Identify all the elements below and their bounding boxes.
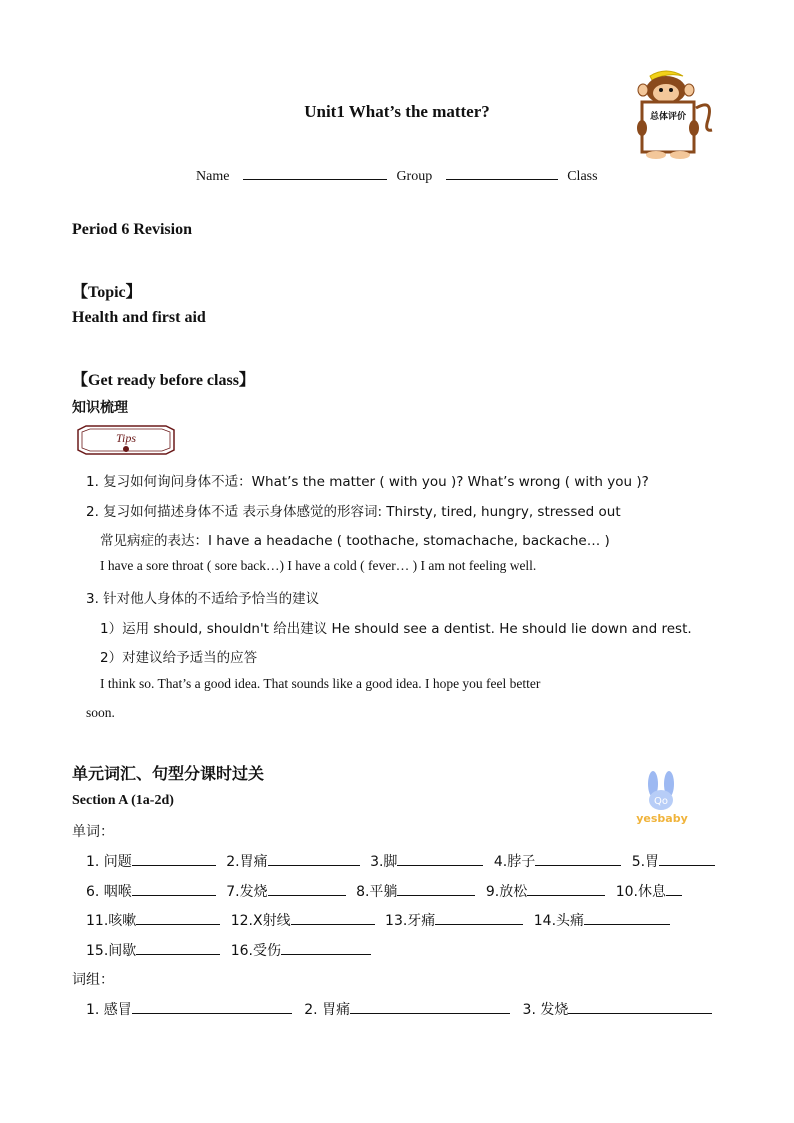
vocab-blank[interactable]: [136, 910, 220, 925]
class-label: Class: [567, 169, 598, 184]
yesbaby-logo: [630, 770, 694, 826]
vocab-item-label: 2.胃痛: [226, 854, 268, 870]
vocab-item-label: 10.休息: [615, 884, 666, 900]
phrase-blank[interactable]: [568, 999, 712, 1014]
vocab-item-label: 9.放松: [485, 884, 528, 900]
tips-banner: [76, 424, 176, 456]
group-field[interactable]: [446, 165, 558, 180]
topic-text: Health and first aid: [72, 309, 206, 326]
vocab-item-label: 6. 咽喉: [86, 884, 132, 900]
vocab-item-label: 12.X射线: [230, 913, 291, 929]
phrases-row: [86, 999, 712, 1019]
vocab-item-label: 5.胃: [631, 854, 660, 870]
badge-label: 总体评价: [649, 112, 687, 122]
vocab-item-label: 4.脖子: [493, 854, 536, 870]
item-3-1: 1）运用 should, shouldn't 给出建议 He should see a dentist. He should lie down and rest.: [100, 621, 692, 637]
monkey-evaluation-badge: [628, 68, 718, 160]
vocab-blank[interactable]: [666, 881, 682, 896]
vocab-item-label: 1. 问题: [86, 854, 132, 870]
page-title: Unit1 What’s the matter?: [304, 102, 490, 121]
phrase-blank[interactable]: [350, 999, 510, 1014]
name-label: Name: [196, 169, 230, 184]
topic-heading: 【Topic】: [72, 284, 142, 301]
logo-text: yesbaby: [636, 812, 688, 825]
vocab-blank[interactable]: [268, 881, 346, 896]
ready-heading: 【Get ready before class】: [72, 372, 255, 389]
vocab-blank[interactable]: [535, 851, 621, 866]
item-3-2: 2）对建议给予适当的应答: [100, 650, 258, 666]
vocab-row-2: [86, 881, 682, 901]
knowledge-heading: 知识梳理: [72, 400, 128, 416]
item-2: 2. 复习如何描述身体不适 表示身体感觉的形容词: Thirsty, tired, hungry, stressed out: [86, 504, 621, 520]
unit-heading: 单元词汇、句型分课时过关: [72, 764, 265, 783]
vocab-blank[interactable]: [132, 851, 216, 866]
item-3-responses: I think so. That’s a good idea. That sounds like a good idea. I hope you feel better: [100, 676, 541, 691]
vocab-item-label: 3.脚: [370, 854, 398, 870]
tips-label: Tips: [115, 431, 137, 445]
name-field[interactable]: [243, 165, 387, 180]
vocab-row-3: [86, 910, 670, 930]
vocab-item-label: 13.牙痛: [385, 913, 436, 929]
phrase-item-label: 2. 胃痛: [304, 1002, 351, 1018]
vocab-blank[interactable]: [435, 910, 523, 925]
period-heading: Period 6 Revision: [72, 221, 192, 238]
vocab-blank[interactable]: [281, 940, 371, 955]
phrase-item-label: 3. 发烧: [522, 1002, 569, 1018]
item-1: 1. 复习如何询问身体不适：What’s the matter ( with you )? What’s wrong ( with you )?: [86, 474, 649, 490]
group-label: Group: [396, 169, 433, 184]
vocab-blank[interactable]: [584, 910, 670, 925]
meta-line: [196, 165, 598, 185]
vocab-item-label: 15.间歇: [86, 943, 137, 959]
vocab-blank[interactable]: [291, 910, 375, 925]
vocab-item-label: 7.发烧: [226, 884, 268, 900]
vocab-blank[interactable]: [268, 851, 360, 866]
phrase-item-label: 1. 感冒: [86, 1002, 132, 1018]
section-heading: Section A (1a-2d): [72, 793, 174, 808]
phrases-label: 词组：: [72, 972, 114, 988]
item-3-responses-cont: soon.: [86, 705, 115, 720]
vocab-blank[interactable]: [136, 940, 220, 955]
item-2-diseases: 常见病症的表达：I have a headache ( toothache, stomachache, backache… ): [100, 533, 610, 549]
vocab-blank[interactable]: [132, 881, 216, 896]
vocab-blank[interactable]: [527, 881, 605, 896]
vocab-blank[interactable]: [397, 881, 475, 896]
vocab-item-label: 11.咳嗽: [86, 913, 137, 929]
vocab-item-label: 8.平躺: [356, 884, 398, 900]
phrase-blank[interactable]: [132, 999, 292, 1014]
words-label: 单词：: [72, 824, 114, 840]
vocab-item-label: 16.受伤: [230, 943, 281, 959]
item-3: 3. 针对他人身体的不适给予恰当的建议: [86, 591, 320, 607]
vocab-row-4: [86, 940, 371, 960]
item-2-examples: I have a sore throat ( sore back…) I have a cold ( fever… ) I am not feeling well.: [100, 558, 537, 573]
logo-mark: Qo: [654, 796, 668, 807]
vocab-row-1: [86, 851, 715, 871]
vocab-blank[interactable]: [397, 851, 483, 866]
vocab-item-label: 14.头痛: [533, 913, 585, 929]
vocab-blank[interactable]: [659, 851, 715, 866]
